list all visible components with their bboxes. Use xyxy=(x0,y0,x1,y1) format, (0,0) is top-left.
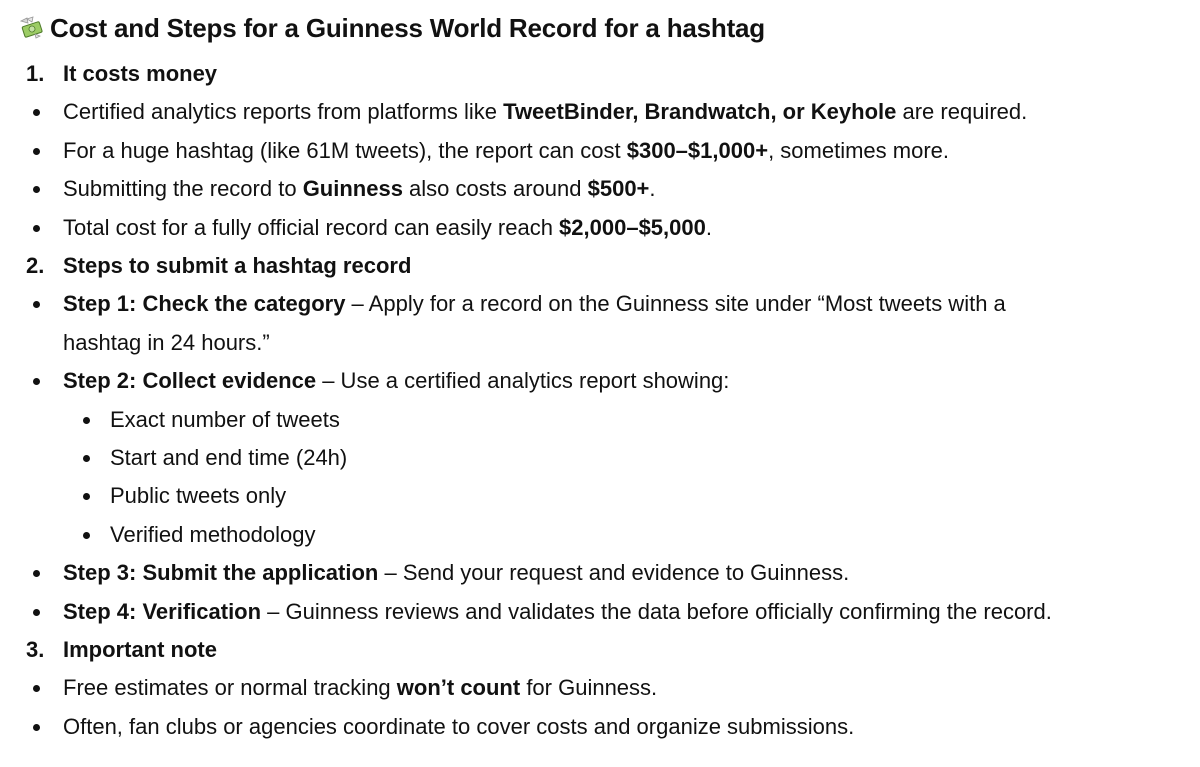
bullet-text xyxy=(63,285,1006,323)
bullet-text xyxy=(63,362,729,400)
text-run: – Guinness reviews and validates the data before officially confirming the record. xyxy=(261,598,1052,624)
bullet-text xyxy=(63,132,949,170)
bullet-dot xyxy=(33,109,40,116)
bullet-item xyxy=(0,285,1200,323)
bullet-dot xyxy=(33,301,40,308)
bold-text: $300–$1,000+ xyxy=(626,137,769,163)
continuation-text: hashtag in 24 hours.” xyxy=(63,329,270,355)
bold-text: TweetBinder, Brandwatch, or Keyhole xyxy=(503,99,897,125)
section-number: 1. xyxy=(26,61,45,86)
bullet-text xyxy=(63,209,712,247)
sub-bullet-dot xyxy=(83,455,90,462)
text-run: Total cost for a fully official record can easily reach xyxy=(63,214,560,240)
section-heading xyxy=(0,55,1200,93)
bullet-dot xyxy=(33,186,40,193)
section-heading xyxy=(0,631,1200,669)
text-run: also costs around xyxy=(402,176,588,202)
bold-text: Guinness xyxy=(302,176,403,202)
text-run: Free estimates or normal tracking xyxy=(63,675,397,701)
section-heading-text: Important note xyxy=(63,637,217,662)
document-title xyxy=(18,8,765,48)
sub-bullet-item xyxy=(0,439,1200,477)
text-run: , sometimes more. xyxy=(768,137,949,163)
bold-text: Step 1: Check the category xyxy=(63,291,346,317)
text-run: – Apply for a record on the Guinness site under “Most tweets with a xyxy=(345,291,1006,317)
bullet-text xyxy=(63,593,1052,631)
bold-text: $500+ xyxy=(587,176,650,202)
sub-bullet-item xyxy=(0,401,1200,439)
sub-bullet-dot xyxy=(83,532,90,539)
sub-bullet-text: Verified methodology xyxy=(110,521,316,547)
bullet-continuation xyxy=(0,324,1200,362)
text-run: are required. xyxy=(896,99,1028,125)
bullet-dot xyxy=(33,225,40,232)
text-run: Submitting the record to xyxy=(63,176,303,202)
bold-text: Step 2: Collect evidence xyxy=(63,368,317,394)
bold-text: won’t count xyxy=(396,675,521,701)
bullet-text xyxy=(63,708,854,746)
bullet-item xyxy=(0,170,1200,208)
text-run: For a huge hashtag (like 61M tweets), the report can cost xyxy=(63,137,627,163)
bullet-dot xyxy=(33,724,40,731)
section-heading-text: It costs money xyxy=(63,61,218,86)
bullet-item xyxy=(0,93,1200,131)
text-run: – Send your request and evidence to Guinness. xyxy=(378,560,850,586)
bullet-text xyxy=(63,93,1027,131)
bullet-item xyxy=(0,593,1200,631)
bullet-item xyxy=(0,362,1200,400)
sub-bullet-dot xyxy=(83,493,90,500)
bullet-text xyxy=(63,669,657,707)
bullet-item xyxy=(0,708,1200,746)
sub-bullet-text: Exact number of tweets xyxy=(110,406,340,432)
text-run: . xyxy=(705,214,712,240)
bullet-dot xyxy=(33,609,40,616)
sub-bullet-text: Public tweets only xyxy=(110,483,287,509)
text-run: Certified analytics reports from platforms like xyxy=(63,99,504,125)
money-with-wings-icon xyxy=(18,16,44,40)
section-heading-text: Steps to submit a hashtag record xyxy=(63,253,412,278)
title-text: Cost and Steps for a Guinness World Record for a hashtag xyxy=(50,12,765,43)
bullet-dot xyxy=(33,148,40,155)
bullet-text xyxy=(63,170,656,208)
sub-bullet-item xyxy=(0,516,1200,554)
text-run: for Guinness. xyxy=(520,675,658,701)
section-number: 2. xyxy=(26,253,45,278)
bullet-item xyxy=(0,132,1200,170)
section-number: 3. xyxy=(26,637,45,662)
bullet-item xyxy=(0,209,1200,247)
bullet-item xyxy=(0,554,1200,592)
bold-text: Step 4: Verification xyxy=(63,598,262,624)
text-run: – Use a certified analytics report showing: xyxy=(316,368,730,394)
bold-text: Step 3: Submit the application xyxy=(63,560,379,586)
text-run: . xyxy=(649,176,656,202)
bullet-item xyxy=(0,669,1200,707)
bullet-dot xyxy=(33,685,40,692)
sub-bullet-item xyxy=(0,477,1200,515)
section-heading xyxy=(0,247,1200,285)
sub-bullet-text: Start and end time (24h) xyxy=(110,445,348,470)
bold-text: $2,000–$5,000 xyxy=(559,214,706,240)
bullet-dot xyxy=(33,378,40,385)
text-run: Often, fan clubs or agencies coordinate to cover costs and organize submissions. xyxy=(63,713,855,739)
bullet-text xyxy=(63,554,849,592)
sub-bullet-dot xyxy=(83,417,90,424)
bullet-dot xyxy=(33,570,40,577)
